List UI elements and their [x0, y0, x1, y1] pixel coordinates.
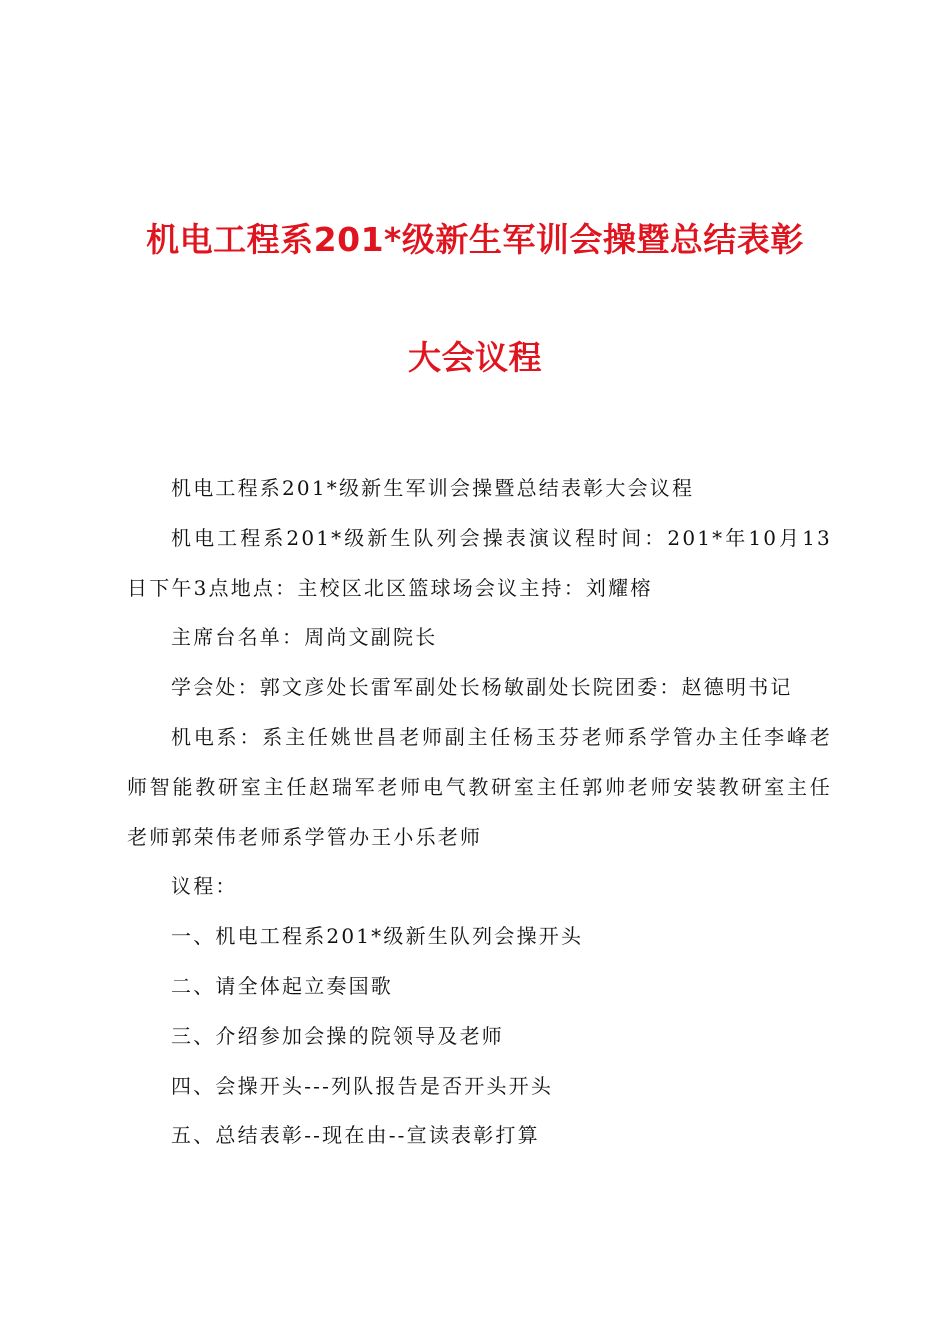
paragraph-agenda-label: 议程：	[171, 874, 238, 899]
agenda-item-1: 一、机电工程系201*级新生队列会操开头	[171, 924, 584, 949]
document-body	[127, 464, 832, 1161]
paragraph-presidium: 主席台名单：周尚文副院长	[171, 625, 438, 650]
agenda-item-2: 二、请全体起立奏国歌	[171, 973, 393, 998]
paragraph-department-staff: 机电系：系主任姚世昌老师副主任杨玉芬老师系学管办主任李峰老师智能教研室主任赵瑞军老师电气教研室主任郭帅老师安装教研室主任老师郭荣伟老师系学管办王小乐老师	[127, 724, 832, 849]
document-title-line-1: 机电工程系201*级新生军训会操暨总结表彰	[146, 220, 804, 259]
paragraph-agenda-heading: 机电工程系201*级新生军训会操暨总结表彰大会议程	[171, 476, 695, 500]
agenda-item-5: 五、总结表彰--现在由--宣读表彰打算	[171, 1123, 540, 1148]
paragraph-time-location-host: 机电工程系201*级新生队列会操表演议程时间：201*年10月13日下午3点地点：主校区北区篮球场会议主持：刘耀榕	[127, 525, 832, 600]
agenda-item-4: 四、会操开头---列队报告是否开头开头	[171, 1073, 554, 1098]
agenda-item-3: 三、介绍参加会操的院领导及老师	[171, 1023, 504, 1048]
document-title-line-2: 大会议程	[408, 338, 542, 377]
paragraph-student-affairs: 学会处：郭文彦处长雷军副处长杨敏副处长院团委：赵德明书记	[171, 675, 793, 700]
